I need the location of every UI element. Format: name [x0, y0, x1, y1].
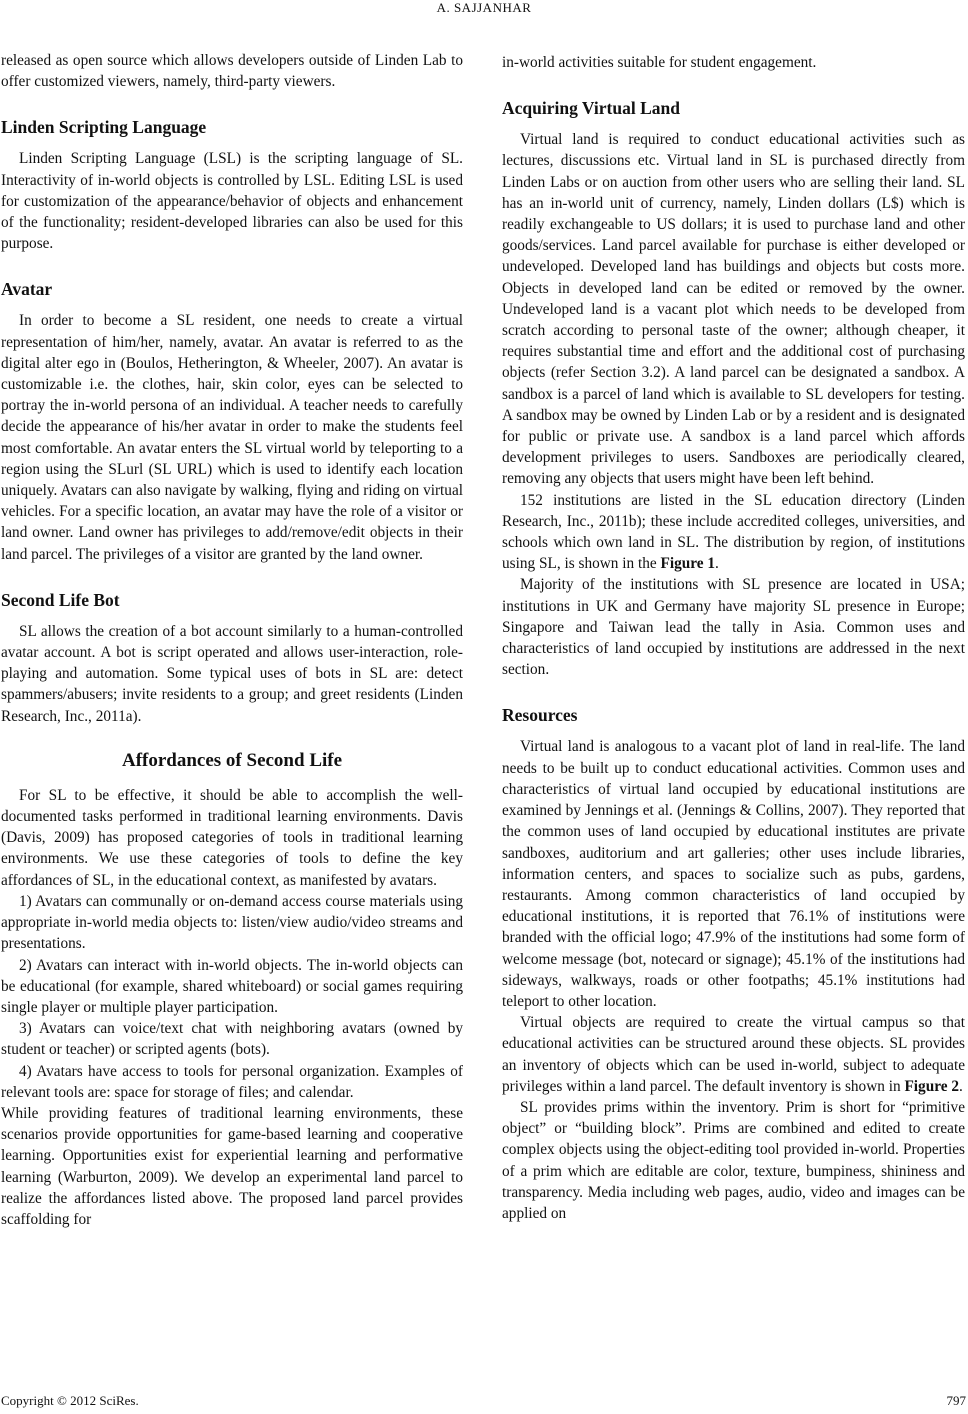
objects-text: Virtual objects are required to create the virtual campus so that educational activities can be structured around these objects. SL provides an inventory of objects which can be used in-world, subject to adequate privileges within a land parcel. The default inventory is shown in	[502, 1014, 965, 1095]
objects-text-end: .	[958, 1077, 963, 1095]
lsl-heading: Linden Scripting Language	[1, 117, 207, 138]
institutions-text-end: .	[715, 555, 719, 573]
copyright-notice: Copyright © 2012 SciRes.	[1, 1393, 139, 1408]
figure-2-reference[interactable]: Figure 2	[904, 1077, 959, 1095]
majority-paragraph: Majority of the institutions with SL presence are located in USA; institutions in UK and Germany have majority SL presence in Europe; Singapore and Taiwan lead the tally in Asia. Common uses and characteristics of land occupied by institutions are addressed in the next section.	[502, 576, 965, 679]
affordance-item-2: 2) Avatars can interact with in-world objects. The in-world objects can be educational (for example, shared whiteboard) or social games requiring single player or multiple player participation.	[1, 956, 463, 1016]
institutions-text: 152 institutions are listed in the SL education directory (Linden Research, Inc., 2011b); these include accredited colleges, universities, and schools which own land in SL. The distribution by region, of institutions using SL, is shown in the	[502, 491, 965, 573]
lsl-paragraph: Linden Scripting Language (LSL) is the scripting language of SL. Interactivity of in-world objects is controlled by LSL. Editing LSL is used for customization of the appearance/behavior of objects and enhancement of the functionality; resident-developed libraries can also be used for this purpose.	[1, 150, 463, 253]
figure-1-reference[interactable]: Figure 1	[660, 555, 716, 573]
prims-paragraph: SL provides prims within the inventory. Prim is short for “primitive object” or “building block”. Prims are combined and edited to create complex objects using the object-editing tool provided in-world. Properties of a prim which are editable are color, texture, bumpiness, shininess and transparency. Media including web pages, audio, video and images can be applied on	[502, 1098, 965, 1222]
objects-paragraph	[502, 1012, 965, 1097]
affordances-paragraph: For SL to be effective, it should be able to accomplish the well-documented tasks performed in traditional learning environments. Davis (Davis, 2009) has proposed categories of tools in traditional learning environments. We use these categories of tools to define the key affordances of SL, in the educational context, as manifested by avatars.	[1, 786, 463, 889]
affordance-item-1: 1) Avatars can communally or on-demand access course materials using appropriate in-world media objects to: listen/view audio/video streams and presentations.	[1, 892, 463, 953]
resources-paragraph: Virtual land is analogous to a vacant plot of land in real-life. The land needs to be built up to conduct educational activities. Common uses and characteristics of virtual land occupied by educational institutions are examined by Jennings et al. (Jennings & Collins, 2007). They reported that the common uses of land occupied by educational institutes are private sandboxes, auditorium and art galleries; other uses include libraries, information centers, and spaces to socialize such as pubs, gardens, restaurants. Among common characteristics of land occupied by educational institutions, it is reported that 76.1% of institutions were branded with the official logo; 47.9% of the institutions had some form of welcome message (bot, notecard or signage); 45.1% of the institutions had sideways, walkways, roads or other footpaths; 45.1% institutions had teleport to other location.	[502, 738, 965, 1010]
affordance-item-3: 3) Avatars can voice/text chat with neighboring avatars (owned by student or teacher) or scripted agents (bots).	[1, 1020, 463, 1059]
land-heading: Acquiring Virtual Land	[502, 98, 680, 119]
affordances-heading: Affordances of Second Life	[121, 749, 343, 771]
bot-heading: Second Life Bot	[1, 589, 120, 610]
continuation-paragraph: in-world activities suitable for student engagement.	[502, 54, 817, 71]
institutions-paragraph	[502, 490, 965, 575]
affordance-item-4: 4) Avatars have access to tools for personal organization. Examples of relevant tools are: space for storage of files; and calendar.	[1, 1062, 463, 1101]
intro-paragraph: released as open source which allows developers outside of Linden Lab to offer customized viewers, namely, third-party viewers.	[1, 52, 463, 91]
page-number: 797	[946, 1393, 966, 1408]
left-column	[1, 50, 463, 1230]
running-head: A. SAJJANHAR	[436, 0, 532, 15]
right-column	[502, 52, 965, 1224]
avatar-heading: Avatar	[1, 279, 53, 300]
land-paragraph: Virtual land is required to conduct educational activities such as lectures, discussions etc. Virtual land in SL is purchased directly from Linden Labs or on auction from other users who are selling their land. SL has an in-world unit of currency, namely, Linden dollars (L$) which is readily exchangeable to US dollars; it is used to purchase land and other goods/services. Land parcel available for purchase is either developed or undeveloped. Developed land has buildings and objects but costs more. Objects in developed land can be edited or removed by the owner. Undeveloped land is a vacant plot which needs to be developed from scratch according to personal taste of the owner; although cheaper, it requires substantial time and effort and the additional cost of purchasing objects (refer Section 3.2). A land parcel can be designated a sandbox. A sandbox is a parcel of land which is available to SL developers for testing. A sandbox may be owned by Linden Lab or by a resident and is designated for public or private use. A sandbox is a land parcel which affords development privileges to users. Sandboxes are periodically cleared, removing any objects that users might have been left behind.	[502, 131, 965, 488]
bot-paragraph: SL allows the creation of a bot account similarly to a human-controlled avatar account. A bot is script operated and allows user-interaction, role-playing and automation. Some typical uses of bots in SL are: detect spammers/abusers; invite residents to a group; and greet residents (Linden Research, Inc., 2011a).	[1, 622, 463, 725]
avatar-paragraph: In order to become a SL resident, one needs to create a virtual representation of him/her, namely, avatar. An avatar is referred to as the digital alter ego in (Boulos, Hetherington, & Wheeler, 2007). An avatar is customizable i.e. the clothes, hair, skin color, eyes can be selected to portray the in-world persona of an individual. A teacher needs to carefully decide the appearance of his/her avatar in order to make the students feel most comfortable. An avatar enters the SL virtual world by teleporting to a region using the SLurl (SL URL) which is used to identify each location uniquely. Avatars can also navigate by walking, flying and riding on virtual vehicles. For a specific location, an avatar may have the role of a visitor or land owner. Land owner has privileges to add/remove/edit objects in their land parcel. The privileges of a visitor are granted by the land owner.	[1, 312, 463, 563]
closing-paragraph: While providing features of traditional learning environments, these scenarios provide opportunities for game-based learning and cooperative learning. Opportunities exist for experiential learning and performative learning (Warburton, 2009). We develop an experimental land parcel to realize the affordances listed above. The proposed land parcel provides scaffolding for	[1, 1104, 463, 1228]
resources-heading: Resources	[502, 705, 578, 726]
